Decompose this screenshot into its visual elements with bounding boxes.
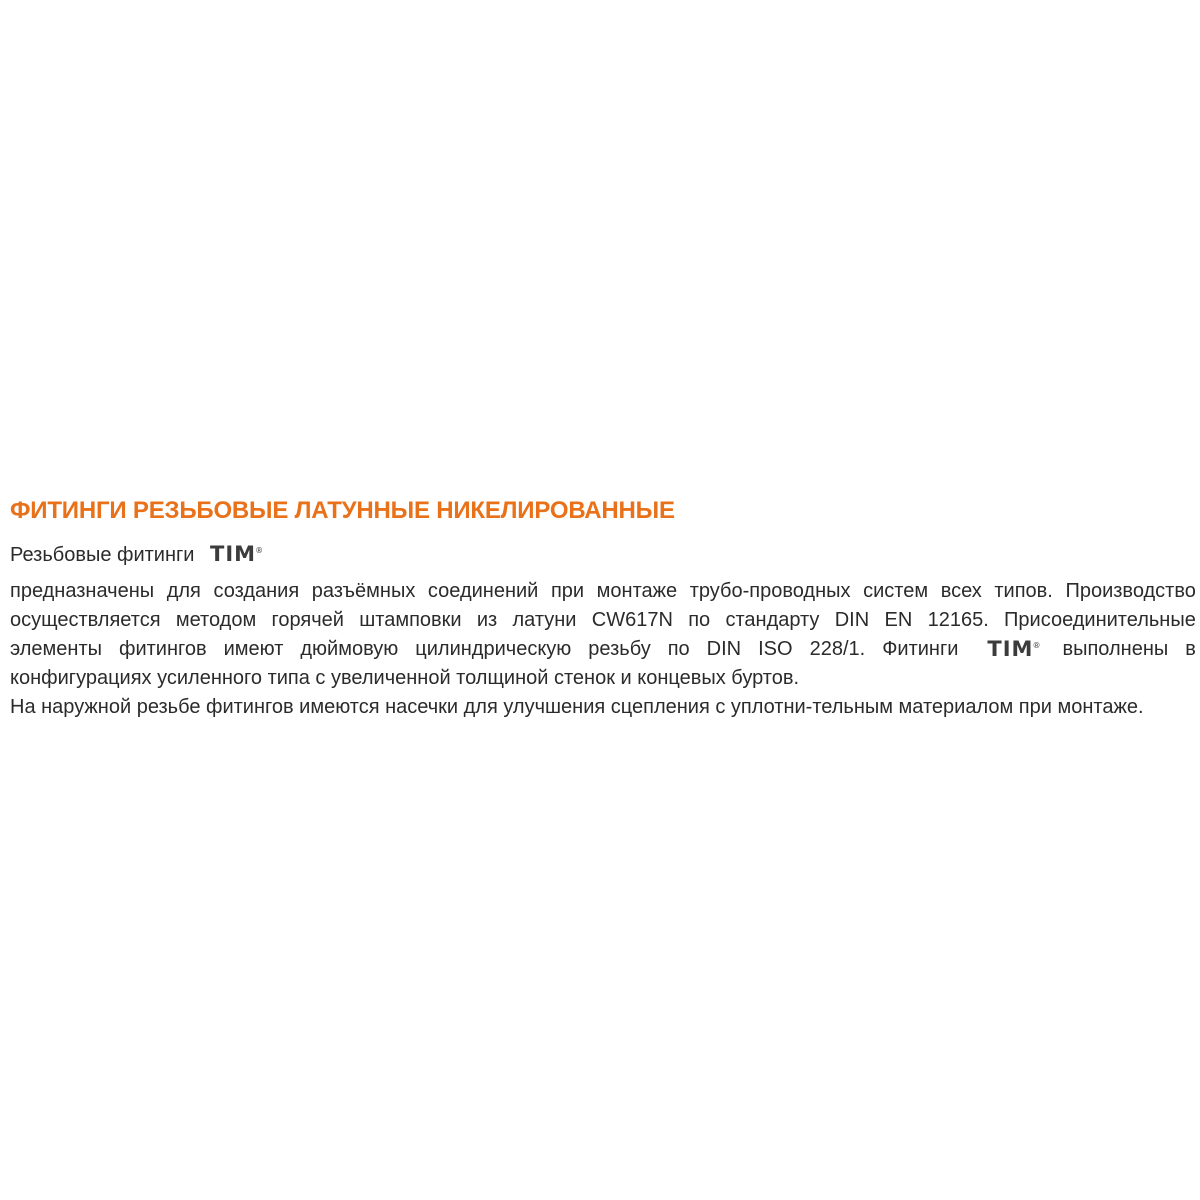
paragraph-line-4: конфигурациях усиленного типа с увеличенной толщиной стенок и концевых буртов. [10, 667, 800, 689]
line2-word: 12165. [927, 609, 989, 631]
line2-word: DIN [834, 609, 870, 631]
paragraph-line-2 [10, 606, 1196, 635]
line1-word: при [550, 580, 585, 602]
line2-word: латуни [512, 609, 577, 631]
intro-line [10, 541, 262, 568]
line1-word: для [166, 580, 201, 602]
registered-mark: ® [1032, 641, 1041, 650]
tim-logo-inline-text: TIM [987, 637, 1034, 661]
line3-word: Фитинги [882, 638, 959, 660]
line3-word: цилиндрическую [415, 638, 572, 660]
line1-word: соединений [427, 580, 539, 602]
line1-word: трубо-проводных [689, 580, 851, 602]
line2-word: горячей [271, 609, 344, 631]
line3-word: резьбу [588, 638, 651, 660]
line3-word: имеют [223, 638, 284, 660]
line2-word: осуществляется [10, 609, 161, 631]
line3-word: DIN [706, 638, 742, 660]
line1-word: разъёмных [311, 580, 416, 602]
line3-word: по [667, 638, 690, 660]
paragraph-line-1 [10, 577, 1196, 606]
paragraph-line-3 [10, 635, 1196, 664]
line3-tail-word: выполнены [1062, 638, 1169, 660]
line1-word: всех [940, 580, 982, 602]
tim-logo-text: TIM [210, 542, 257, 566]
line3-word: фитингов [119, 638, 207, 660]
intro-text: Резьбовые фитинги [10, 544, 195, 566]
line2-word: из [476, 609, 498, 631]
line1-word: систем [863, 580, 929, 602]
line2-word: по [688, 609, 711, 631]
line2-word: стандарту [725, 609, 820, 631]
line3-word: элементы [10, 638, 103, 660]
line3-word: 228/1. [809, 638, 866, 660]
line2-word: CW617N [591, 609, 673, 631]
registered-mark: ® [255, 546, 264, 555]
line1-word: монтаже [596, 580, 678, 602]
description-paragraph [10, 577, 1196, 722]
line3-word: дюймовую [300, 638, 399, 660]
line2-word: методом [175, 609, 257, 631]
page-title: ФИТИНГИ РЕЗЬБОВЫЕ ЛАТУННЫЕ НИКЕЛИРОВАННЫЕ [10, 497, 675, 524]
tim-logo [210, 542, 264, 566]
line1-word: типов. [994, 580, 1053, 602]
line2-word: EN [884, 609, 913, 631]
line1-word: предназначены [10, 580, 155, 602]
line3-word: ISO [758, 638, 793, 660]
paragraph-line-5: На наружной резьбе фитингов имеются насечки для улучшения сцепления с уплотни-тельным материалом при монтаже. [10, 696, 1144, 718]
line2-word: Присоединительные [1004, 609, 1196, 631]
line2-word: штамповки [359, 609, 462, 631]
line3-tail-word: в [1185, 638, 1196, 660]
line1-word: Производство [1065, 580, 1196, 602]
tim-logo-inline [987, 635, 1041, 664]
line1-word: создания [213, 580, 300, 602]
